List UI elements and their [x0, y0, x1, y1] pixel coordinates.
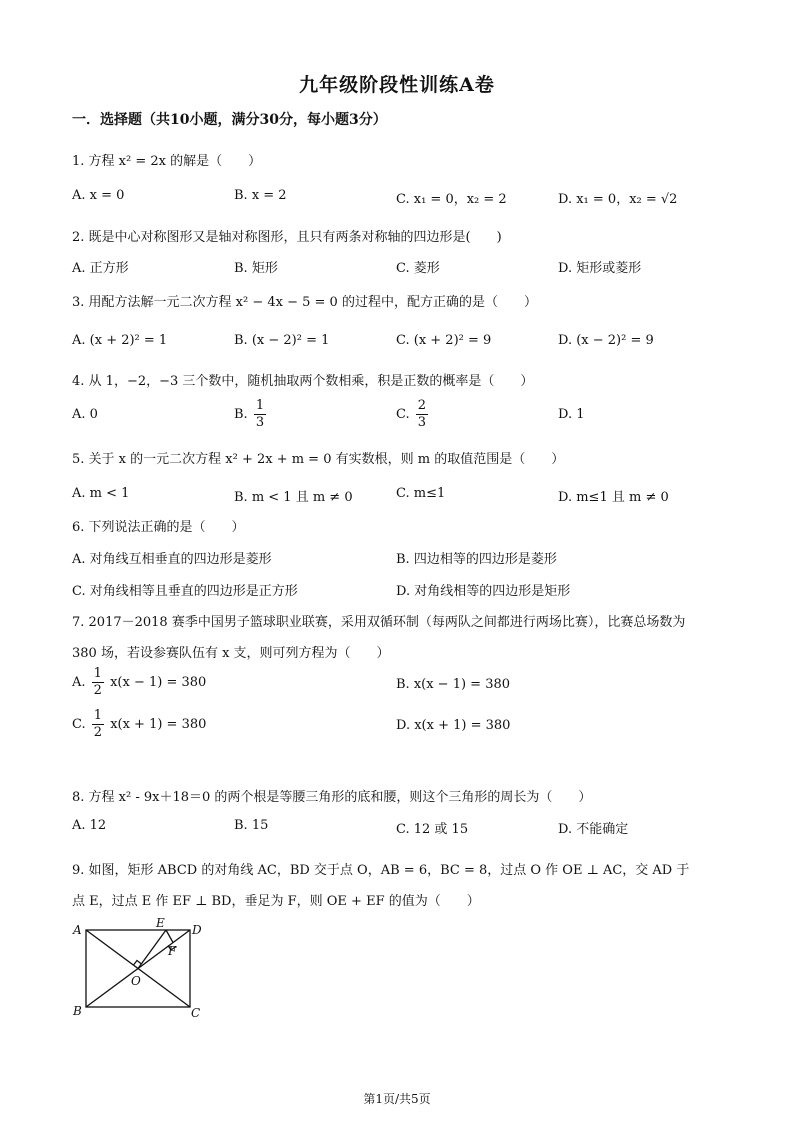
q4-option-c-letter: C.: [396, 407, 410, 422]
q7-option-c-letter: C.: [72, 717, 86, 732]
q6-option-a: A. 对角线互相垂直的四边形是菱形: [72, 552, 272, 567]
segment-ef: [166, 930, 173, 943]
label-a: A: [73, 923, 82, 937]
q2-option-b: B. 矩形: [234, 261, 278, 276]
q1-option-b: B. x = 2: [234, 188, 287, 203]
fraction-numerator: 1: [255, 398, 265, 413]
fraction-denominator: 2: [93, 683, 102, 698]
page-footer: 第1页/共5页: [363, 1092, 431, 1106]
fraction-numerator: 1: [93, 708, 103, 723]
q8-option-d: D. 不能确定: [558, 822, 629, 837]
q4-option-b-letter: B.: [234, 407, 248, 422]
q7-option-c-expression: x(x + 1) = 380: [110, 717, 207, 732]
q4-option-a: A. 0: [72, 407, 98, 422]
fraction-denominator: 3: [255, 415, 265, 430]
question-8-stem: 8. 方程 x² - 9x＋18＝0 的两个根是等腰三角形的底和腰，则这个三角形的周长为（ ）: [72, 790, 592, 805]
q5-option-b: B. m < 1 且 m ≠ 0: [234, 490, 353, 505]
fraction-denominator: 3: [417, 415, 427, 430]
q7-option-d: D. x(x + 1) = 380: [396, 718, 511, 733]
question-1-stem: 1. 方程 x² = 2x 的解是（ ）: [72, 154, 262, 169]
q4-option-d: D. 1: [558, 407, 585, 422]
q4-option-c: [396, 398, 430, 431]
q5-option-a: A. m < 1: [72, 486, 130, 501]
q1-option-c: C. x₁ = 0，x₂ = 2: [396, 192, 507, 207]
q7-option-c: [72, 708, 206, 741]
q2-option-d: D. 矩形或菱形: [558, 261, 642, 276]
question-9-stem-line2: 点 E，过点 E 作 EF ⊥ BD，垂足为 F，则 OE + EF 的值为（ ）: [72, 894, 480, 909]
question-7-stem-line2: 380 场，若设参赛队伍有 x 支，则可列方程为（ ）: [72, 646, 390, 661]
q5-option-c: C. m≤1: [396, 486, 446, 501]
q3-option-c: C. (x + 2)² = 9: [396, 333, 492, 348]
q6-option-c: C. 对角线相等且垂直的四边形是正方形: [72, 584, 298, 599]
q4-option-c-fraction: [416, 398, 428, 431]
question-7-stem-line1: 7. 2017－2018 赛季中国男子篮球职业联赛，采用双循环制（每两队之间都进行两场比赛），比赛总场数为: [72, 615, 686, 630]
q7-option-a: [72, 666, 206, 699]
question-5-stem: 5. 关于 x 的一元二次方程 x² + 2x + m = 0 有实数根，则 m 的取值范围是（ ）: [72, 452, 565, 467]
segment-oe: [138, 930, 166, 969]
q7-option-b: B. x(x − 1) = 380: [396, 677, 511, 692]
rectangle-diagram-svg: [70, 915, 210, 1020]
question-6-stem: 6. 下列说法正确的是（ ）: [72, 520, 245, 535]
question-4-stem: 4. 从 1，−2，−3 三个数中，随机抽取两个数相乘，积是正数的概率是（ ）: [72, 374, 534, 389]
q6-option-b: B. 四边相等的四边形是菱形: [396, 552, 557, 567]
q8-option-b: B. 15: [234, 818, 269, 833]
label-e: E: [156, 916, 165, 930]
question-2-stem: 2. 既是中心对称图形又是轴对称图形，且只有两条对称轴的四边形是( ): [72, 230, 502, 245]
fraction-numerator: 1: [93, 666, 102, 681]
q5-option-d: D. m≤1 且 m ≠ 0: [558, 490, 669, 505]
q1-option-a: A. x = 0: [72, 188, 125, 203]
page-title: 九年级阶段性训练A卷: [299, 74, 495, 96]
q2-option-a: A. 正方形: [72, 261, 129, 276]
q8-option-c: C. 12 或 15: [396, 822, 469, 837]
question-9-stem-line1: 9. 如图，矩形 ABCD 的对角线 AC，BD 交于点 O，AB = 6，BC = 8，过点 O 作 OE ⊥ AC，交 AD 于: [72, 863, 690, 878]
rectangle-figure: [70, 915, 210, 1024]
section-heading: 一．选择题（共10小题，满分30分，每小题3分）: [72, 112, 387, 128]
q2-option-c: C. 菱形: [396, 261, 440, 276]
q3-option-d: D. (x − 2)² = 9: [558, 333, 654, 348]
label-o: O: [131, 974, 141, 988]
q8-option-a: A. 12: [72, 818, 107, 833]
label-b: B: [73, 1004, 82, 1018]
q4-option-b: [234, 398, 268, 431]
q7-option-a-fraction: [92, 666, 104, 699]
q4-option-b-fraction: [254, 398, 266, 431]
q3-option-a: A. (x + 2)² = 1: [72, 333, 168, 348]
fraction-denominator: 2: [93, 725, 103, 740]
fraction-numerator: 2: [417, 398, 427, 413]
q7-option-a-letter: A.: [72, 675, 86, 690]
label-f: F: [168, 944, 177, 958]
label-c: C: [191, 1006, 201, 1020]
q6-option-d: D. 对角线相等的四边形是矩形: [396, 584, 571, 599]
question-3-stem: 3. 用配方法解一元二次方程 x² − 4x − 5 = 0 的过程中，配方正确的是（ ）: [72, 295, 537, 310]
q1-option-d: D. x₁ = 0，x₂ = √2: [558, 192, 678, 207]
q7-option-c-fraction: [92, 708, 104, 741]
q3-option-b: B. (x − 2)² = 1: [234, 333, 330, 348]
q7-option-a-expression: x(x − 1) = 380: [110, 675, 207, 690]
label-d: D: [192, 923, 202, 937]
